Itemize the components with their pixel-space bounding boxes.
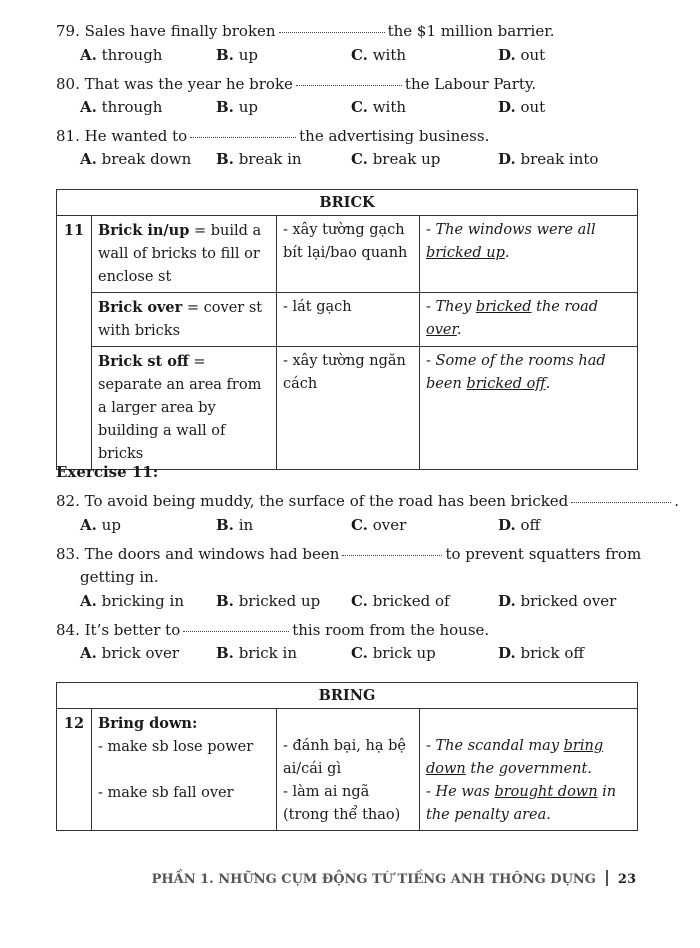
options-82	[80, 516, 680, 536]
answer-blank[interactable]	[571, 502, 671, 503]
definition-cell: Bring down: - make sb lose power - make sb fall over	[92, 709, 277, 831]
example-cell: - Some of the rooms had been bricked off.	[420, 347, 638, 470]
question-82	[56, 492, 679, 510]
option-c[interactable]: C. brick up	[351, 644, 436, 662]
option-b[interactable]: B. break in	[216, 150, 302, 168]
answer-blank[interactable]	[279, 32, 385, 33]
question-text: 80. That was the year he broke	[56, 75, 293, 93]
definition-cell: Brick st off = separate an area from a larger area by building a wall of bricks	[92, 347, 277, 470]
option-b[interactable]: B. bricked up	[216, 592, 321, 610]
option-c[interactable]: C. over	[351, 516, 407, 534]
answer-blank[interactable]	[296, 85, 402, 86]
table-row	[57, 216, 638, 293]
option-b[interactable]: B. up	[216, 98, 258, 116]
example-cell: - The scandal may bring down the government. - He was brought down in the penalty area.	[420, 709, 638, 831]
question-84	[56, 621, 489, 639]
table-row	[57, 709, 638, 831]
question-text: 83. The doors and windows had been	[56, 545, 340, 563]
table-row	[57, 347, 638, 470]
answer-blank[interactable]	[183, 631, 289, 632]
option-b[interactable]: B. up	[216, 46, 258, 64]
entry-number: 11	[57, 216, 92, 470]
option-d[interactable]: D. out	[498, 98, 546, 116]
answer-blank[interactable]	[190, 137, 296, 138]
page-footer	[152, 870, 636, 887]
vietnamese-cell: - lát gạch	[277, 293, 420, 347]
option-d[interactable]: D. off	[498, 516, 541, 534]
table-title: BRING	[57, 683, 638, 709]
question-text: 81. He wanted to	[56, 127, 188, 145]
vietnamese-cell: - xây tường ngăn cách	[277, 347, 420, 470]
option-b[interactable]: B. in	[216, 516, 254, 534]
option-b[interactable]: B. brick in	[216, 644, 297, 662]
exercise-title: Exercise 11:	[56, 463, 159, 481]
page-number: 23	[617, 872, 636, 887]
definition-cell: Brick over = cover st with bricks	[92, 293, 277, 347]
question-text-end: to prevent squatters from	[445, 545, 642, 563]
question-text: 84. It’s better to	[56, 621, 181, 639]
definition-cell: Brick in/up = build a wall of bricks to fill or enclose st	[92, 216, 277, 293]
option-c[interactable]: C. break up	[351, 150, 441, 168]
options-80	[80, 98, 680, 118]
option-d[interactable]: D. break into	[498, 150, 599, 168]
vietnamese-cell: - đánh bại, hạ bệ ai/cái gì - làm ai ngã (trong thể thao)	[277, 709, 420, 831]
option-a[interactable]: A. up	[80, 516, 121, 534]
question-83-continued: getting in.	[80, 568, 159, 586]
question-79	[56, 22, 555, 40]
table-row	[57, 293, 638, 347]
entry-number: 12	[57, 709, 92, 831]
option-c[interactable]: C. bricked of	[351, 592, 450, 610]
options-79	[80, 46, 680, 66]
question-text: 79. Sales have finally broken	[56, 22, 276, 40]
brick-table	[56, 189, 638, 470]
option-d[interactable]: D. out	[498, 46, 546, 64]
section-title: PHẦN 1. NHỮNG CỤM ĐỘNG TỪ TIẾNG ANH THÔNG DỤNG	[151, 872, 596, 887]
example-cell: - The windows were all bricked up.	[420, 216, 638, 293]
options-84	[80, 644, 680, 664]
vietnamese-cell: - xây tường gạch bít lại/bao quanh	[277, 216, 420, 293]
footer-divider	[606, 870, 608, 886]
question-80	[56, 75, 536, 93]
table-title: BRICK	[57, 190, 638, 216]
question-text: 82. To avoid being muddy, the surface of the road has been bricked	[56, 492, 569, 510]
option-a[interactable]: A. bricking in	[80, 592, 185, 610]
question-text-end: the advertising business.	[299, 127, 490, 145]
option-d[interactable]: D. bricked over	[498, 592, 617, 610]
answer-blank[interactable]	[342, 555, 442, 556]
question-text-end: the Labour Party.	[404, 75, 537, 93]
option-c[interactable]: C. with	[351, 98, 407, 116]
option-c[interactable]: C. with	[351, 46, 407, 64]
options-83	[80, 592, 680, 612]
option-a[interactable]: A. through	[80, 46, 163, 64]
question-text-end: this room from the house.	[292, 621, 490, 639]
option-a[interactable]: A. through	[80, 98, 163, 116]
option-a[interactable]: A. brick over	[80, 644, 180, 662]
option-a[interactable]: A. break down	[80, 150, 192, 168]
question-83	[56, 545, 641, 563]
option-d[interactable]: D. brick off	[498, 644, 584, 662]
example-cell: - They bricked the road over.	[420, 293, 638, 347]
question-text-end: the $1 million barrier.	[387, 22, 555, 40]
options-81	[80, 150, 680, 170]
question-text-end: .	[674, 492, 680, 510]
question-81	[56, 127, 489, 145]
bring-table	[56, 682, 638, 831]
